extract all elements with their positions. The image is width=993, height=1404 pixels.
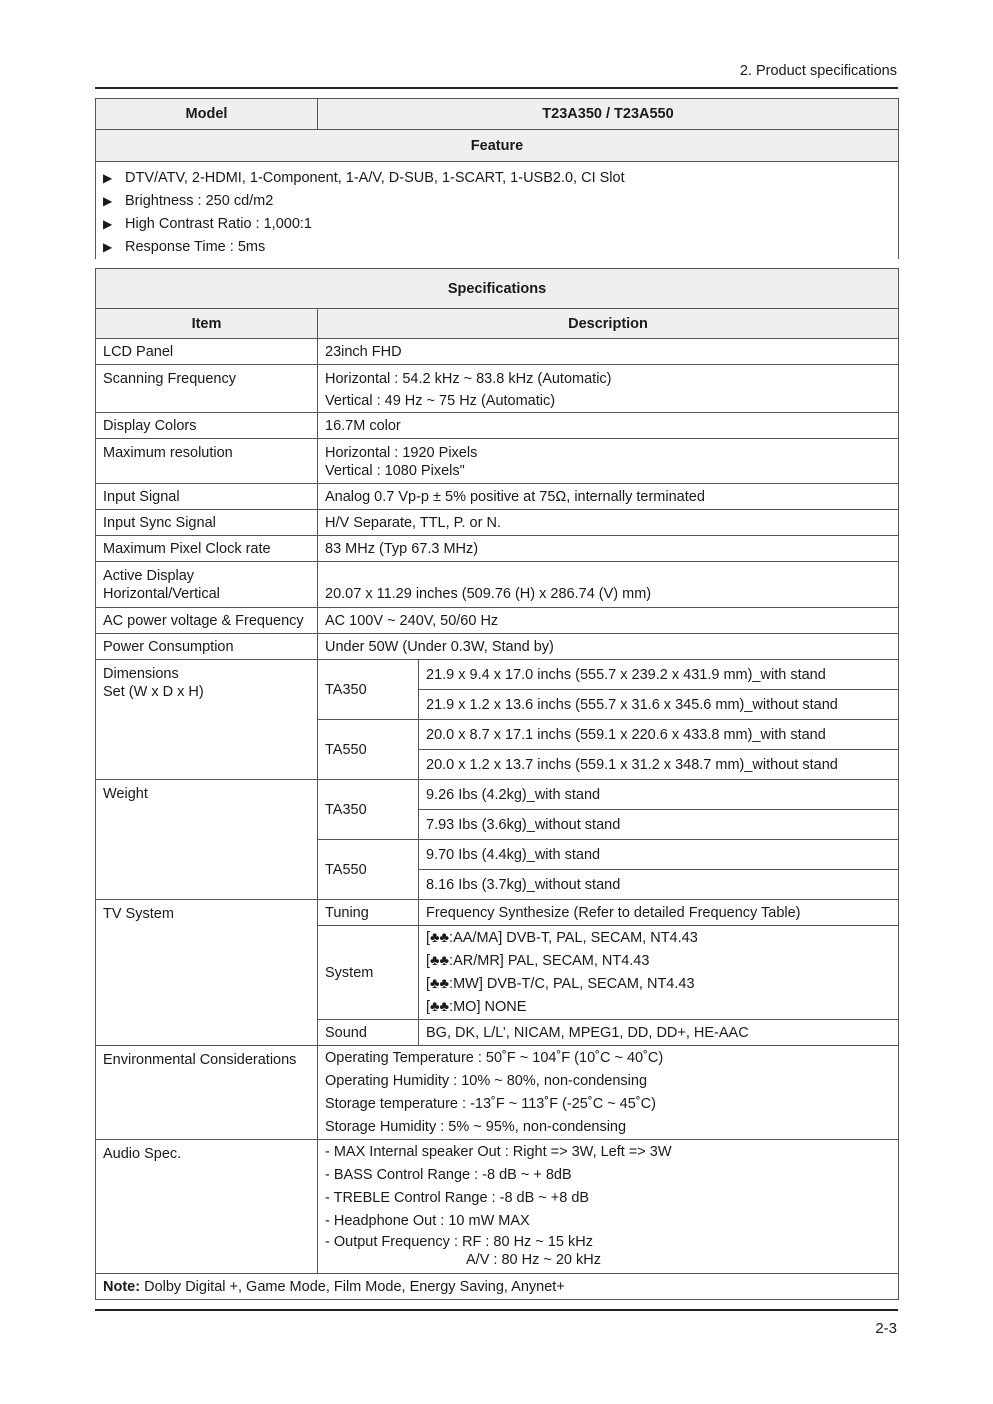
table-row bbox=[96, 439, 899, 484]
section-header: 2. Product specifications bbox=[739, 63, 897, 79]
spec-item: AC power voltage & Frequency bbox=[96, 608, 318, 634]
table-row bbox=[96, 780, 899, 810]
spec-value: Under 50W (Under 0.3W, Stand by) bbox=[318, 634, 899, 660]
spec-value: Analog 0.7 Vp-p ± 5% positive at 75Ω, internally terminated bbox=[318, 484, 899, 510]
table-row bbox=[96, 413, 899, 439]
table-row bbox=[96, 660, 899, 690]
bullet-arrow-icon: ▶ bbox=[103, 217, 113, 231]
spec-value: 8.16 Ibs (3.7kg)_without stand bbox=[419, 870, 899, 900]
spec-item: TV System bbox=[96, 900, 318, 1046]
spec-value: 9.26 Ibs (4.2kg)_with stand bbox=[419, 780, 899, 810]
spec-item: Maximum resolution bbox=[96, 439, 318, 484]
table-row bbox=[96, 536, 899, 562]
note-row bbox=[96, 1274, 899, 1300]
sub-label: Tuning bbox=[318, 900, 419, 926]
sub-label: System bbox=[318, 926, 419, 1020]
spec-item: Maximum Pixel Clock rate bbox=[96, 536, 318, 562]
table-row bbox=[96, 365, 899, 413]
spec-value: 21.9 x 9.4 x 17.0 inchs (555.7 x 239.2 x 431.9 mm)_with stand bbox=[419, 660, 899, 690]
bullet-arrow-icon: ▶ bbox=[103, 194, 113, 208]
col-description-header: Description bbox=[318, 309, 899, 339]
spec-value: 7.93 Ibs (3.6kg)_without stand bbox=[419, 810, 899, 840]
feature-item: ▶ High Contrast Ratio : 1,000:1 bbox=[103, 213, 891, 236]
spec-value: 16.7M color bbox=[318, 413, 899, 439]
feature-item: ▶ DTV/ATV, 2-HDMI, 1-Component, 1-A/V, D-SUB, 1-SCART, 1-USB2.0, CI Slot bbox=[103, 167, 891, 190]
table-row bbox=[96, 900, 899, 926]
spec-value: 20.0 x 1.2 x 13.7 inchs (559.1 x 31.2 x 348.7 mm)_without stand bbox=[419, 750, 899, 780]
spec-value: 20.07 x 11.29 inches (509.76 (H) x 286.74 (V) mm) bbox=[318, 562, 899, 608]
sub-model: TA350 bbox=[318, 780, 419, 840]
spec-item: Input Sync Signal bbox=[96, 510, 318, 536]
spec-item: Power Consumption bbox=[96, 634, 318, 660]
spec-value: Operating Temperature : 50˚F ~ 104˚F (10˚C ~ 40˚C) Operating Humidity : 10% ~ 80%, non-condensing Storage temperature : -13˚F ~ 113˚F (-25˚C ~ 45˚C) Storage Humidity : 5% ~ 95%, non-condensing bbox=[318, 1046, 899, 1140]
table-row bbox=[96, 608, 899, 634]
table-row bbox=[96, 1140, 899, 1274]
bullet-arrow-icon: ▶ bbox=[103, 171, 113, 185]
table-row bbox=[96, 510, 899, 536]
note-text: Dolby Digital +, Game Mode, Film Mode, Energy Saving, Anynet+ bbox=[140, 1278, 565, 1295]
bullet-arrow-icon: ▶ bbox=[103, 240, 113, 254]
spec-value: AC 100V ~ 240V, 50/60 Hz bbox=[318, 608, 899, 634]
spec-value: - MAX Internal speaker Out : Right => 3W, Left => 3W - BASS Control Range : -8 dB ~ + 8dB - TREBLE Control Range : -8 dB ~ +8 dB - Headphone Out : 10 mW MAX - Output Frequency : RF : 80 Hz ~ 15 kHz A/V : 80 Hz ~ 20 kHz bbox=[318, 1140, 899, 1274]
spec-item: Dimensions Set (W x D x H) bbox=[96, 660, 318, 780]
spec-value: 23inch FHD bbox=[318, 339, 899, 365]
specifications-table bbox=[95, 268, 899, 1300]
sub-model: TA550 bbox=[318, 840, 419, 900]
model-label: Model bbox=[96, 99, 318, 130]
spec-item: Environmental Considerations bbox=[96, 1046, 318, 1140]
table-row bbox=[96, 484, 899, 510]
spec-value: H/V Separate, TTL, P. or N. bbox=[318, 510, 899, 536]
spec-value: BG, DK, L/L’, NICAM, MPEG1, DD, DD+, HE-AAC bbox=[419, 1020, 899, 1046]
feature-list bbox=[96, 162, 899, 260]
spec-value: 21.9 x 1.2 x 13.6 inchs (555.7 x 31.6 x 345.6 mm)_without stand bbox=[419, 690, 899, 720]
spec-value: Horizontal : 54.2 kHz ~ 83.8 kHz (Automatic) Vertical : 49 Hz ~ 75 Hz (Automatic) bbox=[318, 365, 899, 413]
feature-table bbox=[95, 98, 899, 259]
spec-item: LCD Panel bbox=[96, 339, 318, 365]
model-value: T23A350 / T23A550 bbox=[318, 99, 899, 130]
table-row bbox=[96, 339, 899, 365]
feature-heading: Feature bbox=[96, 130, 899, 162]
footer-rule bbox=[95, 1309, 898, 1311]
table-row bbox=[96, 1046, 899, 1140]
feature-item: ▶ Brightness : 250 cd/m2 bbox=[103, 190, 891, 213]
col-item-header: Item bbox=[96, 309, 318, 339]
table-row bbox=[96, 562, 899, 608]
spec-value: 83 MHz (Typ 67.3 MHz) bbox=[318, 536, 899, 562]
specifications-heading: Specifications bbox=[96, 269, 899, 309]
header-rule bbox=[95, 87, 898, 89]
spec-value: 9.70 Ibs (4.4kg)_with stand bbox=[419, 840, 899, 870]
spec-item: Input Signal bbox=[96, 484, 318, 510]
spec-item: Active Display Horizontal/Vertical bbox=[96, 562, 318, 608]
table-row bbox=[96, 634, 899, 660]
table-row bbox=[96, 1274, 899, 1300]
sub-model: TA550 bbox=[318, 720, 419, 780]
spec-item: Weight bbox=[96, 780, 318, 900]
spec-value: Frequency Synthesize (Refer to detailed Frequency Table) bbox=[419, 900, 899, 926]
sub-label: Sound bbox=[318, 1020, 419, 1046]
sub-model: TA350 bbox=[318, 660, 419, 720]
spec-value: 20.0 x 8.7 x 17.1 inchs (559.1 x 220.6 x 433.8 mm)_with stand bbox=[419, 720, 899, 750]
spec-item: Audio Spec. bbox=[96, 1140, 318, 1274]
note-label: Note: bbox=[103, 1278, 141, 1295]
page-number: 2-3 bbox=[875, 1320, 897, 1337]
spec-item: Display Colors bbox=[96, 413, 318, 439]
feature-item: ▶ Response Time : 5ms bbox=[103, 236, 891, 259]
spec-item: Scanning Frequency bbox=[96, 365, 318, 413]
spec-value: [♣♣:AA/MA] DVB-T, PAL, SECAM, NT4.43 [♣♣:AR/MR] PAL, SECAM, NT4.43 [♣♣:MW] DVB-T/C, PAL, SECAM, NT4.43 [♣♣:MO] NONE bbox=[419, 926, 899, 1020]
spec-value: Horizontal : 1920 Pixels Vertical : 1080 Pixels" bbox=[318, 439, 899, 484]
